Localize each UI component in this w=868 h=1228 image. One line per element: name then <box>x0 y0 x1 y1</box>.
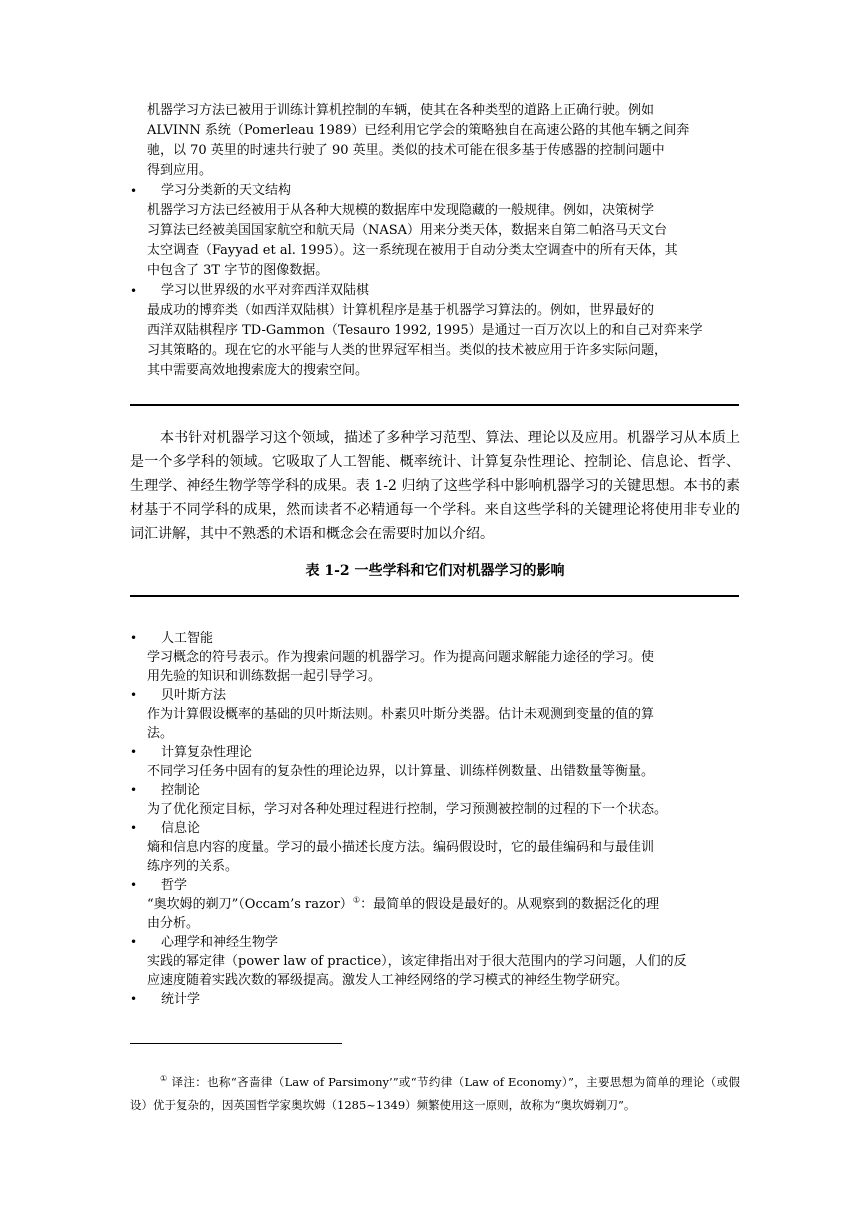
paragraph-line: 驰，以 70 英里的时速共行驶了 90 英里。类似的技术可能在很多基于传感器的控制问题中 <box>147 143 665 158</box>
table-top-rule <box>130 595 739 597</box>
paragraph-line: 西洋双陆棋程序 TD-Gammon（Tesauro 1992, 1995）是通过一百万次以上的和自己对弈来学 <box>147 323 703 338</box>
paragraph-line: ALVINN 系统（Pomerleau 1989）已经利用它学会的策略独自在高速公路的其他车辆之间奔 <box>147 123 690 138</box>
discipline-line: 应速度随着实践次数的幂级提高。激发人工神经网络的学习模式的神经生物学研究。 <box>147 973 629 988</box>
discipline-title: 人工智能 <box>161 631 214 646</box>
discipline-line: 学习概念的符号表示。作为搜索问题的机器学习。作为提高问题求解能力途径的学习。使 <box>147 650 655 665</box>
paragraph-line: 得到应用。 <box>147 163 213 178</box>
list-item-title: 学习以世界级的水平对弈西洋双陆棋 <box>161 283 370 298</box>
discipline-heading <box>130 743 727 762</box>
list-item-heading <box>130 181 727 201</box>
paragraph-line: 最成功的博弈类（如西洋双陆棋）计算机程序是基于机器学习算法的。例如，世界最好的 <box>147 303 655 318</box>
footnote <box>130 1071 740 1117</box>
paragraph-line: 其中需要高效地搜索庞大的搜索空间。 <box>147 363 369 378</box>
list-item-title: 学习分类新的天文结构 <box>161 183 292 198</box>
footnote-mark: ① <box>160 1074 168 1084</box>
discipline-line: 实践的幂定律（power law of practice），该定律指出对于很大范围内的学习问题，人们的反 <box>147 954 687 969</box>
bullet-icon: • <box>130 631 138 645</box>
discipline-line: 用先验的知识和训练数据一起引导学习。 <box>147 669 382 684</box>
discipline-title: 哲学 <box>161 878 188 893</box>
discipline-heading <box>130 781 727 800</box>
bullet-icon: • <box>130 992 138 1006</box>
occam-text: “奥坎姆的剃刀”（Occam’s razor） <box>147 897 353 912</box>
bullet-icon: • <box>130 783 138 797</box>
occam-text-rest: ：最简单的假设是最好的。从观察到的数据泛化的理 <box>360 897 660 912</box>
disciplines-list <box>130 629 727 1009</box>
discipline-heading <box>130 933 727 952</box>
discipline-line: 熵和信息内容的度量。学习的最小描述长度方法。编码假设时，它的最佳编码和与最佳训 <box>147 840 655 855</box>
discipline-heading <box>130 876 727 895</box>
discipline-title: 计算复杂性理论 <box>161 745 253 760</box>
bullet-icon: • <box>130 284 138 298</box>
discipline-heading <box>130 629 727 648</box>
footnote-text: 译注：也称“吝啬律（Law of Parsimony’”或“节约律（Law of Economy）”，主要思想为简单的理论（或假设）优于复杂的，因英国哲学家奥坎姆（1285~1349）频繁使用这一原则，故称为“奥坎姆剃刀”。 <box>130 1075 741 1112</box>
bullet-icon: • <box>130 878 138 892</box>
footnote-divider <box>130 1043 342 1044</box>
discipline-line: 由分析。 <box>147 916 200 931</box>
discipline-line: 法。 <box>147 726 174 741</box>
discipline-line: 为了优化预定目标，学习对各种处理过程进行控制，学习预测被控制的过程的下一个状态。 <box>147 802 668 817</box>
discipline-line: 练序列的关系。 <box>147 859 239 874</box>
discipline-line <box>147 895 727 914</box>
discipline-title: 信息论 <box>161 821 201 836</box>
intro-paragraph: 本书针对机器学习这个领域，描述了多种学习范型、算法、理论以及应用。机器学习从本质上是一个多学科的领域。它吸取了人工智能、概率统计、计算复杂性理论、控制论、信息论、哲学、生理学、神经生物学等学科的成果。表 1-2 归纳了这些学科中影响机器学习的关键思想。本书的素材基于不同学科的成果，然而读者不必精通每一个学科。来自这些学科的关键理论将使用非专业的词汇讲解，其中不熟悉的术语和概念会在需要时加以介绍。 <box>130 430 740 542</box>
paragraph-line: 习其策略的。现在它的水平能与人类的世界冠军相当。类似的技术被应用于许多实际问题， <box>147 343 668 358</box>
paragraph-line: 机器学习方法已经被用于从各种大规模的数据库中发现隐藏的一般规律。例如，决策树学 <box>147 203 655 218</box>
discipline-title: 贝叶斯方法 <box>161 688 227 703</box>
bullet-icon: • <box>130 935 138 949</box>
bullet-icon: • <box>130 688 138 702</box>
applications-list <box>130 101 727 381</box>
discipline-title: 心理学和神经生物学 <box>161 935 279 950</box>
footnote-ref[interactable]: ① <box>352 895 361 905</box>
discipline-title: 控制论 <box>161 783 201 798</box>
discipline-heading <box>130 686 727 705</box>
paragraph-line: 习算法已经被美国国家航空和航天局（NASA）用来分类天体，数据来自第二帕洛马天文台 <box>147 223 668 238</box>
table-title: 表 1-2 一些学科和它们对机器学习的影响 <box>305 563 565 579</box>
discipline-heading <box>130 990 727 1009</box>
bullet-icon: • <box>130 745 138 759</box>
paragraph-line: 中包含了 3T 字节的图像数据。 <box>147 263 329 278</box>
discipline-title: 统计学 <box>161 992 201 1007</box>
paragraph-line: 机器学习方法已被用于训练计算机控制的车辆，使其在各种类型的道路上正确行驶。例如 <box>147 103 655 118</box>
paragraph-line: 太空调查（Fayyad et al. 1995）。这一系统现在被用于自动分类太空调查中的所有天体，其 <box>147 243 678 258</box>
discipline-line: 作为计算假设概率的基础的贝叶斯法则。朴素贝叶斯分类器。估计未观测到变量的值的算 <box>147 707 655 722</box>
list-item-heading <box>130 281 727 301</box>
bullet-icon: • <box>130 184 138 198</box>
discipline-heading <box>130 819 727 838</box>
bullet-icon: • <box>130 821 138 835</box>
discipline-line: 不同学习任务中固有的复杂性的理论边界，以计算量、训练样例数量、出错数量等衡量。 <box>147 764 655 779</box>
section-divider <box>130 404 739 406</box>
